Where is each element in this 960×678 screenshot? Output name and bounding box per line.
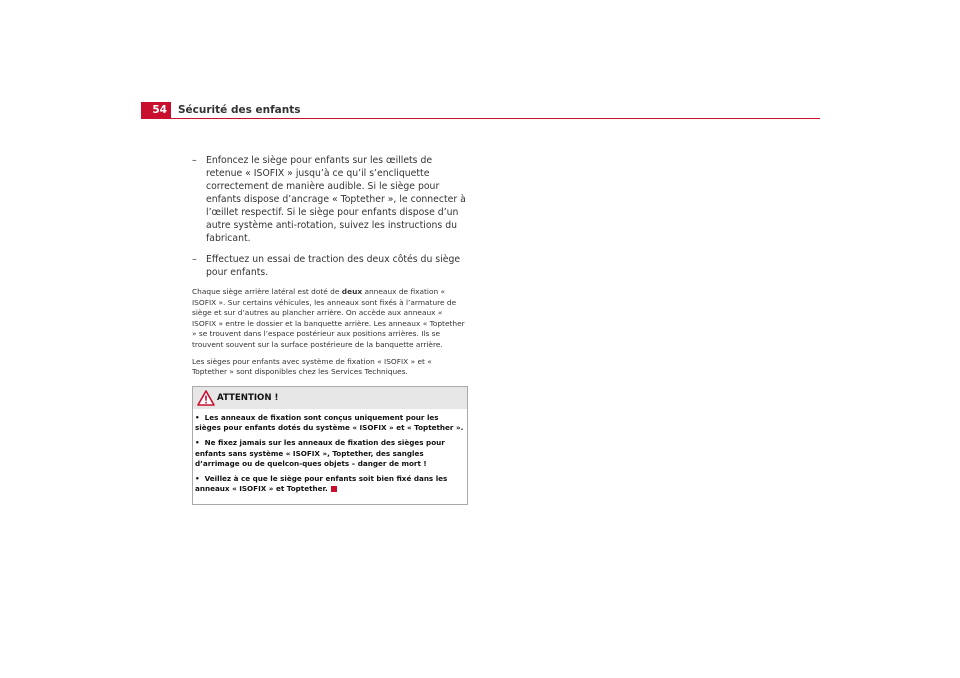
- step-dash: –: [192, 155, 197, 166]
- bullet-icon: •: [195, 473, 200, 483]
- end-of-section-icon: [331, 486, 337, 492]
- note-paragraph: Les sièges pour enfants avec système de fixation « ISOFIX » et « Toptether » sont disponibles chez les Services Techniques.: [192, 356, 432, 377]
- note-bold-text: deux: [341, 287, 363, 296]
- note-paragraph: [192, 287, 468, 351]
- warning-bullet: [195, 413, 465, 434]
- bullet-text: Veillez à ce que le siège pour enfants soit bien fixé dans les anneaux « ISOFIX » et Toptether.: [195, 473, 448, 494]
- instruction-step: [192, 253, 468, 279]
- warning-box: [192, 386, 468, 505]
- warning-body: [193, 409, 467, 504]
- warning-header: [193, 387, 467, 409]
- page-content: [192, 154, 468, 505]
- step-text: Enfoncez le siège pour enfants sur les œillets de retenue « ISOFIX » jusqu’à ce qu’il s’encliquette correctement de manière audible. Si le siège pour enfants dispose d’ancrage « Toptether », le connecter à l’œillet respectif. Si le siège pour enfants dispose d’un autre système anti-rotation, suivez les instructions du fabricant.: [206, 155, 466, 244]
- note-text: Chaque siège arrière latéral est doté de: [192, 287, 342, 296]
- bullet-icon: •: [195, 412, 200, 422]
- note-text: anneaux de fixation « ISOFIX ». Sur certains véhicules, les anneaux sont fixés à l’armature de siège et sur d’autres au plancher arrière. On accède aux anneaux « ISOFIX » entre le dossier et la banquette arrière. Les anneaux « Toptether » se trouvent dans l’espace postérieur aux positions arrières. Ils se trouvent souvent sur la surface postérieure de la banquette arrière.: [192, 287, 465, 349]
- bullet-icon: •: [195, 437, 200, 447]
- step-dash: –: [192, 254, 197, 265]
- warning-bullet: [195, 474, 465, 495]
- header-divider: [141, 118, 820, 119]
- instruction-step: [192, 154, 468, 245]
- step-text: Effectuez un essai de traction des deux côtés du siège pour enfants.: [206, 254, 461, 278]
- warning-triangle-icon: [197, 390, 215, 406]
- bullet-text: Ne fixez jamais sur les anneaux de fixation des sièges pour enfants sans système « ISOFIX », Toptether, des sangles d’arrimage ou de quelcon-ques objets – danger de mort !: [195, 437, 445, 469]
- bullet-text: Les anneaux de fixation sont conçus uniquement pour les sièges pour enfants dotés du système « ISOFIX » et « Toptether ».: [195, 412, 464, 433]
- warning-bullet: [195, 438, 465, 470]
- notes: [192, 287, 468, 378]
- warning-title: ATTENTION !: [217, 392, 279, 403]
- page-number: 54: [141, 102, 171, 118]
- section-title: Sécurité des enfants: [178, 104, 301, 116]
